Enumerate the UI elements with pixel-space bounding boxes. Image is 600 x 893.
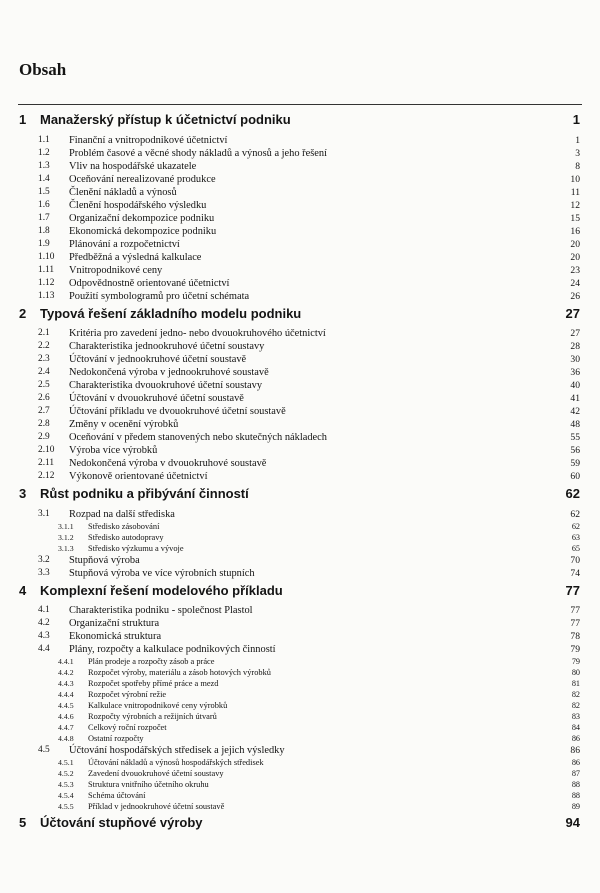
- toc-entry-num: 1: [19, 112, 27, 127]
- toc-entry-title: Rozpočet spotřeby přímé práce a mezd: [88, 679, 219, 688]
- toc-section: [0, 604, 600, 617]
- toc-entry-title: Charakteristika jednookruhové účetní soustavy: [69, 341, 265, 352]
- toc-entry-title: Charakteristika podniku - společnost Plastol: [69, 605, 253, 616]
- toc-entry-page: 62: [570, 508, 580, 520]
- toc-section: [0, 366, 600, 379]
- toc-entry-num: 2.8: [38, 419, 50, 429]
- toc-section: [0, 418, 600, 431]
- toc-subsection: [0, 779, 600, 790]
- toc-entry-num: 4.4.5: [58, 701, 74, 710]
- toc-section: [0, 554, 600, 567]
- toc-chapter: [0, 485, 600, 503]
- toc-entry-page: 60: [570, 471, 580, 482]
- toc-entry-num: 1.9: [38, 238, 50, 249]
- toc-chapter: [0, 582, 600, 600]
- toc-section: [0, 173, 600, 186]
- toc-section: [0, 444, 600, 457]
- toc-section: [0, 186, 600, 199]
- toc-entry-title: Ostatní rozpočty: [88, 734, 144, 743]
- toc-entry-num: 1.11: [38, 264, 55, 275]
- toc-entry-title: Odpovědnostně orientované účetnictví: [69, 277, 230, 289]
- toc-entry-title: Ekonomická dekompozice podniku: [69, 225, 217, 237]
- toc-entry-num: 4.4.8: [58, 734, 74, 743]
- toc-entry-num: 4.5: [38, 745, 50, 755]
- toc-entry-page: 74: [570, 567, 580, 579]
- toc-entry-num: 2.1: [38, 328, 50, 338]
- toc-entry-title: Středisko zásobování: [88, 521, 160, 531]
- toc-entry-page: 20: [570, 251, 580, 263]
- toc-section: [0, 457, 600, 470]
- toc-entry-title: Oceňování nerealizované produkce: [69, 173, 216, 185]
- toc-subsection: [0, 521, 600, 532]
- toc-entry-title: Oceňování v předem stanovených nebo skutečných nákladech: [69, 432, 327, 443]
- toc-section: [0, 277, 600, 290]
- toc-entry-num: 4.4.7: [58, 723, 74, 732]
- toc-entry-title: Středisko autodopravy: [88, 532, 164, 542]
- toc-entry-num: 4.5.3: [58, 780, 74, 789]
- toc-entry-page: 80: [571, 668, 580, 677]
- toc-entry-page: 30: [570, 354, 580, 365]
- toc-subsection: [0, 790, 600, 801]
- toc-entry-page: 23: [570, 264, 580, 276]
- toc-entry-title: Plán prodeje a rozpočty zásob a práce: [88, 657, 215, 666]
- toc-subsection: [0, 768, 600, 779]
- toc-entry-num: 1.10: [38, 251, 55, 262]
- toc-entry-page: 81: [571, 679, 580, 688]
- toc-entry-num: 5: [19, 815, 27, 830]
- toc-section: [0, 567, 600, 580]
- toc-entry-num: 4.5.1: [58, 758, 74, 767]
- toc-entry-title: Rozpočet výroby, materiálu a zásob hotových výrobků: [88, 668, 271, 677]
- toc-entry-title: Vliv na hospodářské ukazatele: [69, 160, 197, 172]
- toc-entry-num: 1.4: [38, 173, 50, 184]
- toc-entry-num: 2: [19, 305, 27, 321]
- toc-entry-num: 3.3: [38, 567, 50, 578]
- toc-entry-num: 2.6: [38, 393, 50, 403]
- toc-entry-num: 2.10: [38, 445, 55, 455]
- toc-entry-num: 2.5: [38, 380, 50, 390]
- toc-entry-title: Finanční a vnitropodnikové účetnictví: [69, 134, 228, 146]
- toc-section: [0, 327, 600, 340]
- toc-entry-title: Účtování hospodářských středisek a jejich výsledky: [69, 745, 285, 756]
- toc-entry-title: Struktura vnitřního účetního okruhu: [88, 780, 209, 789]
- toc-entry-title: Rozpad na další střediska: [69, 508, 175, 520]
- toc-entry-title: Členění nákladů a výnosů: [69, 186, 177, 198]
- toc-subsection: [0, 711, 600, 722]
- toc-entry-page: 24: [570, 277, 580, 289]
- toc-section: [0, 630, 600, 643]
- toc-entry-page: 1: [572, 112, 580, 127]
- toc-entry-num: 3.1.3: [58, 543, 74, 553]
- toc-subsection: [0, 722, 600, 733]
- toc-entry-num: 3.2: [38, 554, 50, 565]
- toc-entry-num: 4.1: [38, 605, 50, 615]
- toc-entry-page: 15: [570, 212, 580, 224]
- toc-entry-title: Nedokončená výroba v jednookruhové soustavě: [69, 367, 269, 378]
- toc-entry-num: 1.2: [38, 147, 50, 158]
- toc-entry-title: Celkový roční rozpočet: [88, 723, 167, 732]
- toc-entry-num: 4.4.1: [58, 657, 74, 666]
- toc-entry-num: 3.1.2: [58, 532, 74, 542]
- toc-entry-title: Kalkulace vnitropodnikové ceny výrobků: [88, 701, 228, 710]
- toc-entry-title: Příklad v jednookruhové účetní soustavě: [88, 802, 225, 811]
- toc-entry-num: 4.4.2: [58, 668, 74, 677]
- toc-entry-num: 4.4.3: [58, 679, 74, 688]
- toc-entry-title: Kritéria pro zavedení jedno- nebo dvouokruhového účetnictví: [69, 328, 326, 339]
- toc-entry-page: 94: [565, 815, 580, 830]
- toc-section: [0, 617, 600, 630]
- toc-section: [0, 199, 600, 212]
- toc-entry-page: 11: [570, 186, 580, 198]
- toc-entry-num: 2.4: [38, 367, 50, 377]
- toc-entry-title: Použití symbologramů pro účetní schémata: [69, 290, 250, 302]
- toc-entry-title: Komplexní řešení modelového příkladu: [40, 582, 283, 598]
- toc-entry-num: 2.7: [38, 406, 50, 416]
- toc-section: [0, 290, 600, 303]
- toc-entry-page: 48: [570, 419, 580, 430]
- toc-entry-page: 12: [570, 199, 580, 211]
- toc-section: [0, 251, 600, 264]
- toc-chapter: [0, 111, 600, 129]
- toc-entry-page: 8: [575, 160, 580, 172]
- toc-section: [0, 379, 600, 392]
- toc-entry-page: 86: [571, 758, 580, 767]
- toc-entry-page: 77: [565, 582, 580, 598]
- toc-entry-title: Typová řešení základního modelu podniku: [40, 305, 302, 321]
- toc-entry-num: 4.2: [38, 618, 50, 628]
- toc-entry-page: 62: [571, 521, 580, 531]
- toc-section: [0, 744, 600, 757]
- toc-entry-page: 27: [565, 305, 580, 321]
- toc-entry-title: Ekonomická struktura: [69, 631, 162, 642]
- toc-entry-page: 10: [570, 173, 580, 185]
- toc-subsection: [0, 678, 600, 689]
- toc-section: [0, 264, 600, 277]
- toc-entry-title: Plány, rozpočty a kalkulace podnikových činností: [69, 644, 276, 655]
- toc-entry-page: 40: [570, 380, 580, 391]
- toc-entry-page: 62: [565, 486, 580, 501]
- toc-entry-num: 1.13: [38, 290, 55, 301]
- toc-subsection: [0, 757, 600, 768]
- toc-entry-page: 65: [571, 543, 580, 553]
- toc-entry-num: 2.12: [38, 471, 55, 481]
- toc-section: [0, 405, 600, 418]
- toc-section: [0, 212, 600, 225]
- toc-entry-page: 84: [571, 723, 580, 732]
- toc-entry-num: 2.3: [38, 354, 50, 364]
- toc-section: [0, 225, 600, 238]
- toc-entry-page: 3: [575, 147, 580, 159]
- toc-entry-num: 1.8: [38, 225, 50, 236]
- toc-entry-title: Účtování nákladů a výnosů hospodářských středisek: [88, 758, 264, 767]
- toc-entry-title: Stupňová výroba ve více výrobních stupních: [69, 567, 255, 579]
- toc-entry-title: Rozpočty výrobních a režijních útvarů: [88, 712, 217, 721]
- toc-entry-num: 1.6: [38, 199, 50, 210]
- toc-entry-title: Účtování v jednookruhové účetní soustavě: [69, 354, 247, 365]
- toc-entry-page: 88: [571, 780, 580, 789]
- toc-entry-num: 4.4: [38, 644, 50, 654]
- toc-entry-title: Nedokončená výroba v dvouokruhové soustavě: [69, 458, 267, 469]
- toc-entry-page: 86: [570, 745, 580, 756]
- toc-section: [0, 643, 600, 656]
- toc-entry-num: 4.5.2: [58, 769, 74, 778]
- toc-entry-page: 88: [571, 791, 580, 800]
- toc-entry-title: Stupňová výroba: [69, 554, 140, 566]
- toc-subsection: [0, 700, 600, 711]
- toc-entry-title: Růst podniku a přibývání činností: [40, 486, 249, 501]
- toc-entry-title: Členění hospodářského výsledku: [69, 199, 207, 211]
- toc-entry-title: Středisko výzkumu a vývoje: [88, 543, 184, 553]
- toc-entry-title: Rozpočet výrobní režie: [88, 690, 167, 699]
- toc-entry-num: 2.2: [38, 341, 50, 351]
- toc-entry-page: 70: [570, 554, 580, 566]
- toc-entry-title: Účtování stupňové výroby: [40, 815, 203, 830]
- toc-entry-num: 4.3: [38, 631, 50, 641]
- toc-entry-page: 1: [575, 134, 580, 146]
- toc-chapter: [0, 305, 600, 323]
- toc-section: [0, 431, 600, 444]
- toc-entry-page: 16: [570, 225, 580, 237]
- toc-entry-num: 3.1.1: [58, 521, 74, 531]
- toc-entry-num: 4.5.5: [58, 802, 74, 811]
- toc-subsection: [0, 667, 600, 678]
- toc-entry-page: 78: [570, 631, 580, 642]
- toc-section: [0, 147, 600, 160]
- toc-subsection: [0, 532, 600, 543]
- toc-entry-num: 3: [19, 486, 27, 501]
- toc-entry-num: 3.1: [38, 508, 50, 519]
- toc-entry-page: 41: [570, 393, 580, 404]
- toc-entry-page: 55: [570, 432, 580, 443]
- toc-entry-page: 36: [570, 367, 580, 378]
- toc-entry-num: 1.12: [38, 277, 55, 288]
- toc-entry-num: 4: [19, 582, 27, 598]
- toc-section: [0, 340, 600, 353]
- toc-entry-title: Účtování v dvouokruhové účetní soustavě: [69, 393, 244, 404]
- toc-entry-title: Organizační dekompozice podniku: [69, 212, 215, 224]
- toc-entry-page: 82: [571, 701, 580, 710]
- toc-entry-title: Manažerský přístup k účetnictví podniku: [40, 112, 291, 127]
- toc-entry-page: 89: [571, 802, 580, 811]
- toc-entry-title: Výkonově orientované účetnictví: [69, 471, 208, 482]
- toc-entry-num: 4.5.4: [58, 791, 74, 800]
- toc-entry-title: Problém časové a věcné shody nákladů a výnosů a jeho řešení: [69, 147, 327, 159]
- toc-section: [0, 508, 600, 521]
- toc-entry-title: Schéma účtování: [88, 791, 146, 800]
- toc-entry-page: 87: [571, 769, 580, 778]
- toc-entry-page: 79: [571, 657, 580, 666]
- toc-section: [0, 392, 600, 405]
- toc-entry-title: Zavedení dvouokruhové účetní soustavy: [88, 769, 224, 778]
- toc-entry-title: Účtování příkladu ve dvouokruhové účetní soustavě: [69, 406, 286, 417]
- toc-section: [0, 134, 600, 147]
- toc-entry-title: Změny v ocenění výrobků: [69, 419, 179, 430]
- toc-entry-num: 1.7: [38, 212, 50, 223]
- toc-entry-page: 82: [571, 690, 580, 699]
- toc-section: [0, 238, 600, 251]
- toc-entry-title: Předběžná a výsledná kalkulace: [69, 251, 202, 263]
- toc-section: [0, 353, 600, 366]
- toc-entry-page: 59: [570, 458, 580, 469]
- toc-entry-num: 1.3: [38, 160, 50, 171]
- toc-subsection: [0, 801, 600, 812]
- toc-entry-title: Vnitropodnikové ceny: [69, 264, 163, 276]
- toc-entry-page: 77: [570, 605, 580, 616]
- toc-entry-title: Charakteristika dvouokruhové účetní soustavy: [69, 380, 263, 391]
- page-title: Obsah: [19, 60, 67, 79]
- toc-entry-page: 26: [570, 290, 580, 302]
- toc-entry-page: 28: [570, 341, 580, 352]
- toc-section: [0, 160, 600, 173]
- toc-entry-page: 42: [570, 406, 580, 417]
- toc-subsection: [0, 733, 600, 744]
- toc-entry-page: 83: [571, 712, 580, 721]
- toc-entry-num: 2.11: [38, 458, 55, 468]
- toc-entry-title: Výroba více výrobků: [69, 445, 158, 456]
- toc-entry-num: 4.4.4: [58, 690, 74, 699]
- toc-entry-page: 79: [570, 644, 580, 655]
- toc-entry-num: 4.4.6: [58, 712, 74, 721]
- toc-entry-page: 20: [570, 238, 580, 250]
- toc-entry-num: 1.1: [38, 134, 50, 145]
- toc-subsection: [0, 656, 600, 667]
- toc-entry-page: 27: [570, 328, 580, 339]
- toc-entry-title: Plánování a rozpočetnictví: [69, 238, 180, 250]
- toc-entry-title: Organizační struktura: [69, 618, 160, 629]
- toc-entry-page: 56: [570, 445, 580, 456]
- toc-entry-page: 86: [571, 734, 580, 743]
- toc-entry-num: 2.9: [38, 432, 50, 442]
- toc-section: [0, 470, 600, 483]
- toc-subsection: [0, 689, 600, 700]
- toc-entry-page: 77: [570, 618, 580, 629]
- toc-subsection: [0, 543, 600, 554]
- toc-chapter: [0, 814, 600, 832]
- toc-entry-page: 63: [571, 532, 580, 542]
- toc-entry-num: 1.5: [38, 186, 50, 197]
